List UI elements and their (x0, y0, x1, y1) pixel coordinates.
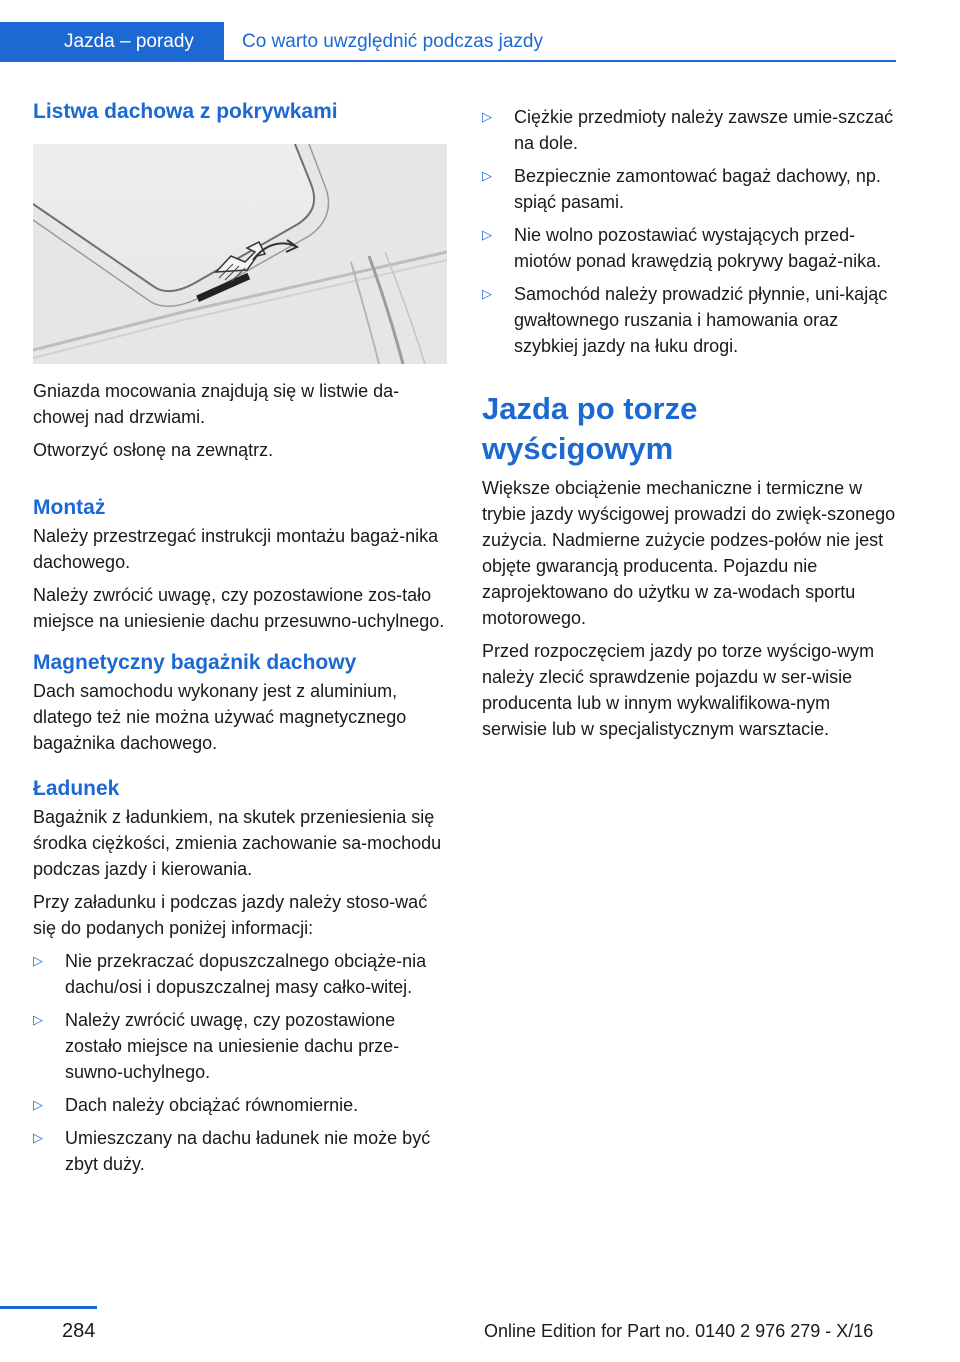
list-item: ▷ Dach należy obciążać równomiernie. (33, 1092, 451, 1118)
page-header (0, 0, 960, 64)
paragraph-mount-instructions: Należy przestrzegać instrukcji montażu bagaż-nika dachowego. (33, 526, 439, 572)
list-item: ▷ Nie wolno pozostawiać wystających przed-miotów ponad krawędzią pokrywy bagaż-nika. (482, 222, 896, 274)
list-item: ▷ Samochód należy prowadzić płynnie, uni-kając gwałtownego ruszania i hamowania oraz szybkiej jazdy na łuku drogi. (482, 281, 896, 359)
paragraph-open-cover: Otworzyć osłonę na zewnątrz. (33, 440, 274, 460)
list-item: ▷ Bezpiecznie zamontować bagaż dachowy, np. spiąć pasami. (482, 163, 896, 215)
bullet-triangle-icon: ▷ (33, 1097, 43, 1112)
heading-roof-rail: Listwa dachowa z pokrywkami (33, 100, 338, 123)
cargo-bullet-list (482, 104, 896, 359)
header-rule (224, 60, 896, 62)
roof-rail-figure (33, 144, 447, 364)
list-item: ▷ Nie przekraczać dopuszczalnego obciąże-nia dachu/osi i dopuszczalnej masy całko-witej. (33, 948, 451, 1000)
footer-rule (0, 1306, 97, 1309)
bullet-triangle-icon: ▷ (33, 1130, 43, 1145)
list-item: ▷ Umieszczany na dachu ładunek nie może być zbyt duży. (33, 1125, 451, 1177)
heading-magnetic-rack: Magnetyczny bagażnik dachowy (33, 651, 357, 674)
bullet-triangle-icon: ▷ (33, 953, 43, 968)
paragraph-race-track-service: Przed rozpoczęciem jazdy po torze wyścigo-wym należy zlecić sprawdzenie pojazdu w ser-wisie producenta lub w innym wykwalifikowa-nym serwisie lub w specjalistycznym warsztacie. (482, 641, 875, 739)
bullet-triangle-icon: ▷ (482, 286, 492, 301)
paragraph-mount-clearance: Należy zwrócić uwagę, czy pozostawione zos-tało miejsce na uniesienie dachu przesuwno-uchylnego. (33, 585, 445, 631)
paragraph-load-behaviour: Bagażnik z ładunkiem, na skutek przeniesienia się środka ciężkości, zmienia zachowanie sa-mochodu podczas jazdy i kierowania. (33, 807, 442, 879)
edition-note: Online Edition for Part no. 0140 2 976 279 - X/16 (484, 1321, 874, 1341)
heading-mounting: Montaż (33, 496, 106, 519)
chapter-title: Co warto uwzględnić podczas jazdy (242, 31, 543, 52)
section-tab: Jazda – porady (0, 22, 224, 62)
bullet-triangle-icon: ▷ (482, 109, 492, 124)
paragraph-race-track-wear: Większe obciążenie mechaniczne i termiczne w trybie jazdy wyścigowej prowadzi do zwięk-szonego zużycia. Nadmierne zużycie podzes-połów nie jest objęte gwarancją producenta. Pojazdu nie zaprojektowano do użytku w za-wodach sportu motorowego. (482, 478, 896, 628)
paragraph-sockets: Gniazda mocowania znajdują się w listwie da-chowej nad drzwiami. (33, 381, 400, 427)
load-bullet-list (33, 948, 451, 1177)
heading-race-track: Jazda po torze wyścigowym (482, 391, 698, 466)
paragraph-load-instructions: Przy załadunku i podczas jazdy należy stoso-wać się do podanych poniżej informacji: (33, 892, 428, 938)
right-column (482, 98, 896, 742)
list-item: ▷ Należy zwrócić uwagę, czy pozostawione zostało miejsce na uniesienie dachu prze-suwno-uchylnego. (33, 1007, 451, 1085)
heading-load: Ładunek (33, 777, 120, 800)
list-item: ▷ Ciężkie przedmioty należy zawsze umie-szczać na dole. (482, 104, 896, 156)
left-column (33, 98, 451, 1177)
bullet-triangle-icon: ▷ (482, 227, 492, 242)
roof-rail-illustration (33, 144, 447, 364)
page-number: 284 (62, 1320, 96, 1342)
bullet-triangle-icon: ▷ (482, 168, 492, 183)
bullet-triangle-icon: ▷ (33, 1012, 43, 1027)
paragraph-magnetic-rack: Dach samochodu wykonany jest z aluminium, dlatego też nie można używać magnetycznego bagażnika dachowego. (33, 681, 407, 753)
